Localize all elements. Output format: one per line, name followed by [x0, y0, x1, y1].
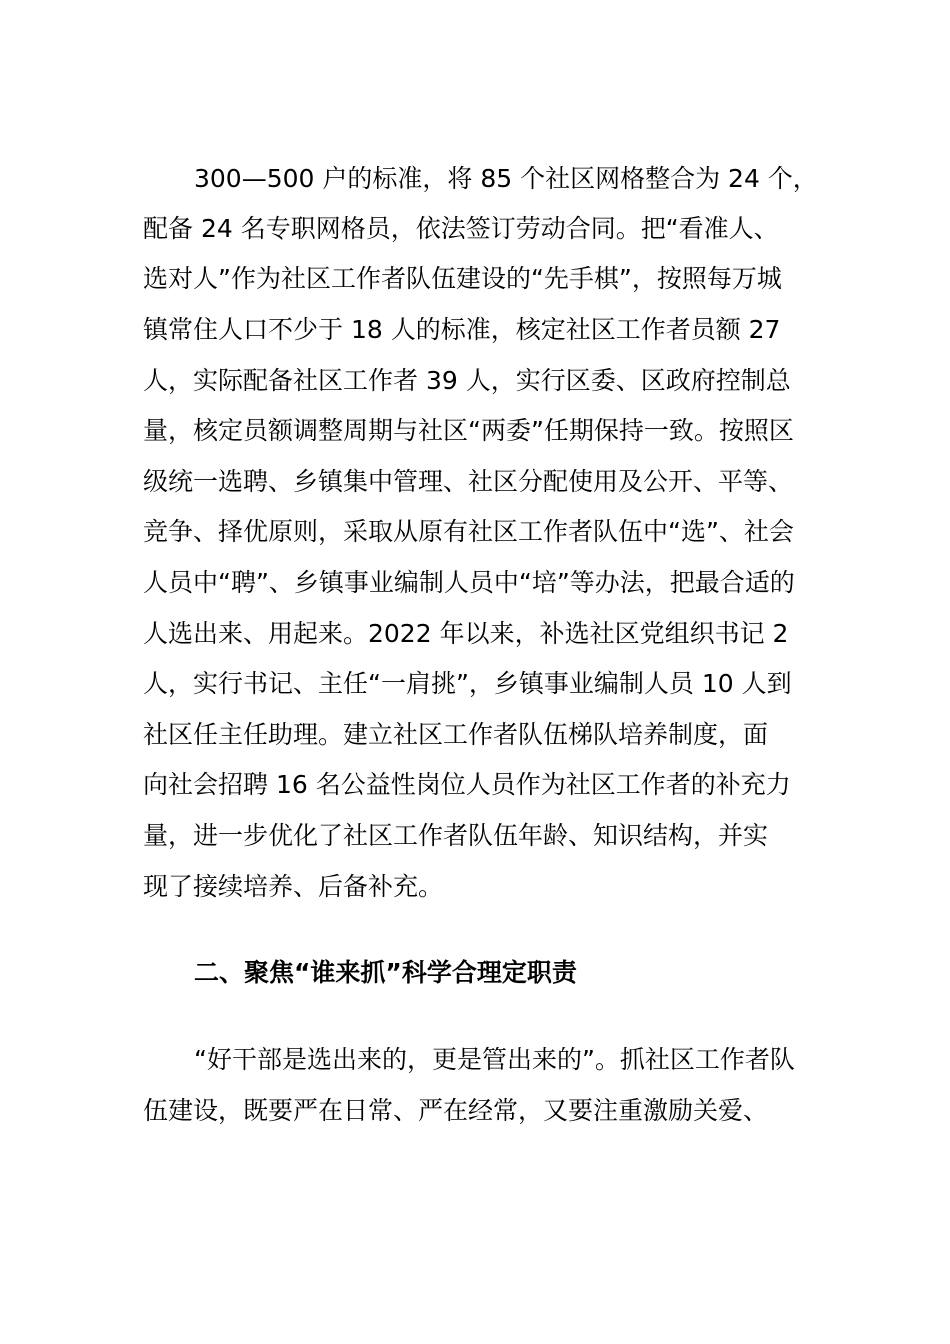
paragraph-2-line-2: 伍建设，既要严在日常、严在经常，又要注重激励关爱、	[143, 1096, 769, 1125]
paragraph-1-line-8: 竞争、择优原则，采取从原有社区工作者队伍中“选”、社会	[143, 517, 794, 546]
paragraph-1-line-15: 现了接续培养、后备补充。	[143, 872, 444, 901]
paragraph-1-line-5: 人，实际配备社区工作者 39 人，实行区委、区政府控制总	[143, 366, 791, 395]
section-heading: 二、聚焦“谁来抓”科学合理定职责	[194, 958, 577, 987]
paragraph-1-line-7: 级统一选聘、乡镇集中管理、社区分配使用及公开、平等、	[143, 467, 794, 496]
paragraph-1-line-10: 人选出来、用起来。2022 年以来，补选社区党组织书记 2	[143, 619, 789, 648]
paragraph-1-line-4: 镇常住人口不少于 18 人的标准，核定社区工作者员额 27	[143, 315, 781, 344]
paragraph-1-line-6: 量，核定员额调整周期与社区“两委”任期保持一致。按照区	[143, 416, 794, 445]
paragraph-1-line-13: 向社会招聘 16 名公益性岗位人员作为社区工作者的补充力	[143, 770, 791, 799]
paragraph-1-line-14: 量，进一步优化了社区工作者队伍年龄、知识结构，并实	[143, 821, 769, 850]
paragraph-2-line-1: “好干部是选出来的，更是管出来的”。抓社区工作者队	[194, 1045, 795, 1074]
paragraph-1-line-1: 300—500 户的标准，将 85 个社区网格整合为 24 个，	[194, 164, 818, 193]
paragraph-1-line-2: 配备 24 名专职网格员，依法签订劳动合同。把“看准人、	[143, 214, 779, 243]
paragraph-1-line-9: 人员中“聘”、乡镇事业编制人员中“培”等办法，把最合适的	[143, 568, 795, 597]
paragraph-1-line-11: 人，实行书记、主任“一肩挑”，乡镇事业编制人员 10 人到	[143, 669, 792, 698]
paragraph-1-line-3: 选对人”作为社区工作者队伍建设的“先手棋”，按照每万城	[143, 264, 782, 293]
paragraph-1-line-12: 社区任主任助理。建立社区工作者队伍梯队培养制度，面	[143, 720, 769, 749]
